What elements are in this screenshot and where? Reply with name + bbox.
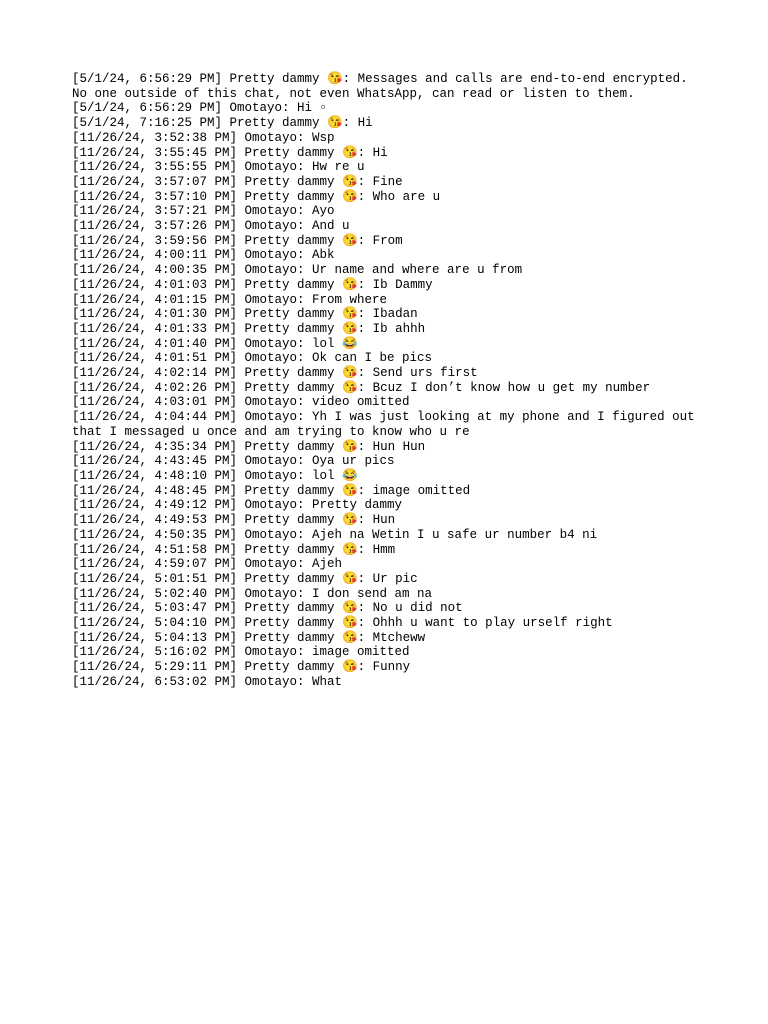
- chat-line: [11/26/24, 4:43:45 PM] Omotayo: Oya ur pics: [72, 454, 395, 469]
- chat-line: [11/26/24, 6:53:02 PM] Omotayo: What: [72, 674, 343, 689]
- chat-line: [11/26/24, 3:55:55 PM] Omotayo: Hw re u: [72, 160, 365, 175]
- chat-line: [11/26/24, 3:57:07 PM] Pretty dammy 😘: Fine: [72, 174, 403, 189]
- chat-line: [11/26/24, 3:55:45 PM] Pretty dammy 😘: Hi: [72, 145, 388, 160]
- chat-line: [11/26/24, 5:02:40 PM] Omotayo: I don send am na: [72, 586, 433, 601]
- chat-line: [11/26/24, 5:04:13 PM] Pretty dammy 😘: Mtcheww: [72, 630, 426, 645]
- chat-line: [5/1/24, 7:16:25 PM] Pretty dammy 😘: Hi: [72, 116, 373, 131]
- chat-line: [11/26/24, 3:57:21 PM] Omotayo: Ayo: [72, 204, 335, 219]
- chat-line: [11/26/24, 4:59:07 PM] Omotayo: Ajeh: [72, 557, 343, 572]
- chat-line: [11/26/24, 4:03:01 PM] Omotayo: video omitted: [72, 395, 410, 410]
- chat-line: [11/26/24, 4:51:58 PM] Pretty dammy 😘: Hmm: [72, 542, 396, 557]
- chat-line: [11/26/24, 4:02:26 PM] Pretty dammy 😘: Bcuz I don’t know how u get my number: [72, 380, 651, 395]
- chat-line: [11/26/24, 5:04:10 PM] Pretty dammy 😘: Ohhh u want to play urself right: [72, 616, 613, 631]
- chat-transcript: [72, 72, 702, 690]
- chat-line: [11/26/24, 3:57:26 PM] Omotayo: And u: [72, 219, 350, 234]
- chat-line: [11/26/24, 3:57:10 PM] Pretty dammy 😘: Who are u: [72, 189, 441, 204]
- chat-line: [11/26/24, 4:00:35 PM] Omotayo: Ur name and where are u from: [72, 263, 523, 278]
- chat-line: [11/26/24, 4:50:35 PM] Omotayo: Ajeh na Wetin I u safe ur number b4 ni: [72, 527, 598, 542]
- chat-line: [11/26/24, 4:48:10 PM] Omotayo: lol 😂: [72, 468, 358, 483]
- chat-line: [11/26/24, 5:29:11 PM] Pretty dammy 😘: Funny: [72, 660, 411, 675]
- chat-line: [11/26/24, 4:00:11 PM] Omotayo: Abk: [72, 248, 335, 263]
- chat-line: [11/26/24, 3:52:38 PM] Omotayo: Wsp: [72, 130, 335, 145]
- chat-line: [11/26/24, 5:16:02 PM] Omotayo: image omitted: [72, 645, 410, 660]
- chat-line: [11/26/24, 4:35:34 PM] Pretty dammy 😘: Hun Hun: [72, 439, 426, 454]
- chat-line: [11/26/24, 4:01:33 PM] Pretty dammy 😘: Ib ahhh: [72, 321, 426, 336]
- chat-line: [11/26/24, 4:01:51 PM] Omotayo: Ok can I be pics: [72, 351, 433, 366]
- chat-line: [11/26/24, 4:01:30 PM] Pretty dammy 😘: Ibadan: [72, 307, 418, 322]
- chat-line: [11/26/24, 3:59:56 PM] Pretty dammy 😘: From: [72, 233, 403, 248]
- chat-line: [11/26/24, 4:49:12 PM] Omotayo: Pretty dammy: [72, 498, 403, 513]
- chat-line: [11/26/24, 4:01:15 PM] Omotayo: From where: [72, 292, 388, 307]
- chat-line: [11/26/24, 4:48:45 PM] Pretty dammy 😘: image omitted: [72, 483, 471, 498]
- chat-line: [5/1/24, 6:56:29 PM] Omotayo: Hi ▫: [72, 101, 328, 116]
- chat-line: [11/26/24, 5:03:47 PM] Pretty dammy 😘: No u did not: [72, 601, 463, 616]
- chat-line: [5/1/24, 6:56:29 PM] Pretty dammy 😘: Messages and calls are end-to-end encrypted. No one outside of this chat, not even WhatsApp, can read or listen to them.: [72, 72, 696, 101]
- chat-line: [11/26/24, 5:01:51 PM] Pretty dammy 😘: Ur pic: [72, 571, 418, 586]
- chat-line: [11/26/24, 4:01:40 PM] Omotayo: lol 😂: [72, 336, 358, 351]
- chat-line: [11/26/24, 4:01:03 PM] Pretty dammy 😘: Ib Dammy: [72, 277, 433, 292]
- chat-line: [11/26/24, 4:49:53 PM] Pretty dammy 😘: Hun: [72, 513, 396, 528]
- chat-line: [11/26/24, 4:02:14 PM] Pretty dammy 😘: Send urs first: [72, 366, 478, 381]
- chat-line: [11/26/24, 4:04:44 PM] Omotayo: Yh I was just looking at my phone and I figured out that I messaged u once and am trying to know who u re: [72, 410, 703, 439]
